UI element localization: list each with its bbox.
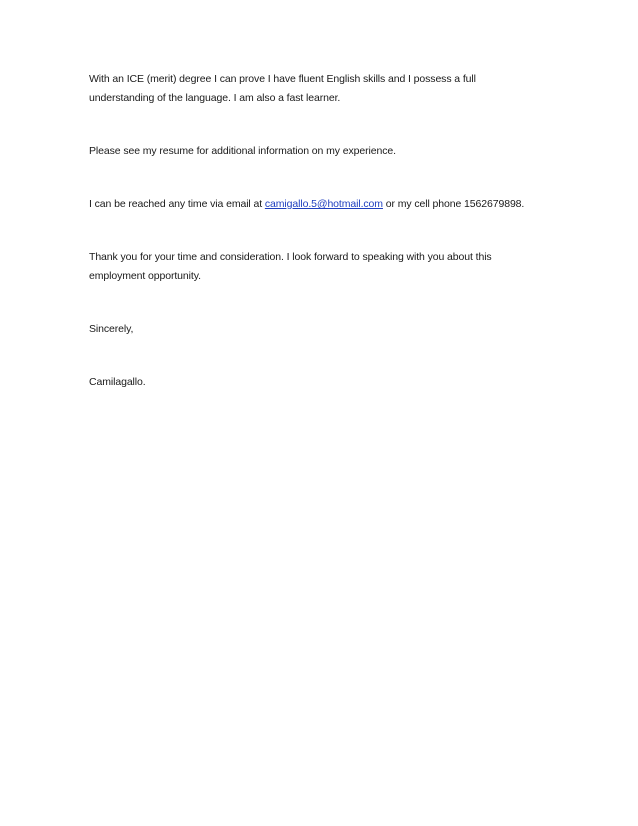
paragraph-contact [89, 195, 559, 214]
paragraph-line: employment opportunity. [89, 270, 201, 282]
contact-text-before: I can be reached any time via email at [89, 198, 265, 210]
paragraph-english-skills [89, 70, 559, 108]
signature: Camilagallo. [89, 376, 146, 388]
closing: Sincerely, [89, 323, 134, 335]
email-link[interactable]: camigallo.5@hotmail.com [264, 198, 383, 210]
paragraph-line: With an ICE (merit) degree I can prove I have fluent English skills and I possess a full [89, 73, 476, 85]
paragraph-thanks [89, 248, 559, 286]
paragraph-line: Thank you for your time and consideration. I look forward to speaking with you about this [89, 251, 492, 263]
paragraph-line: understanding of the language. I am also a fast learner. [89, 92, 341, 104]
contact-text-after: or my cell phone 1562679898. [382, 198, 525, 210]
paragraph-resume: Please see my resume for additional information on my experience. [89, 145, 396, 157]
